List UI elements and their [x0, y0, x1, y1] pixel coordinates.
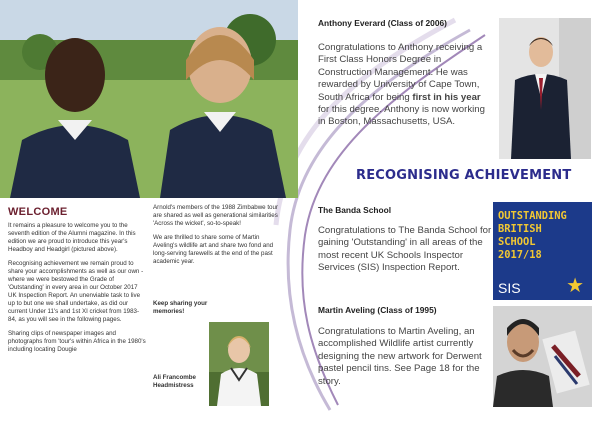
martin-aveling-body: Congratulations to Martin Aveling, an accomplished Wildlife artist currently designing the new artwork for Derwent pastel pencil tins. See Page 18 for the story.	[318, 326, 482, 387]
martin-aveling-heading: Martin Aveling (Class of 1995)	[318, 305, 437, 315]
badge-line-1: OUTSTANDING	[498, 210, 567, 222]
headmistress-name: Ali Francombe	[153, 374, 196, 381]
middle-paragraph-2: We are thrilled to share some of Martin Aveling's wildlife art and share two fond and long-serving farewells at the end of the past academic year.	[153, 234, 274, 265]
anthony-body-start: Congratulations to Anthony receiving a First Class Honors Degree in Construction Management. He was rewarded by University of Cape Town, South Africa for being	[318, 42, 483, 103]
anthony-body-end: for this degree. Anthony is now working in Boston, Massachusetts, USA.	[318, 104, 485, 128]
badge-line-2: BRITISH	[498, 223, 542, 235]
welcome-body	[8, 222, 146, 360]
middle-column-body	[153, 204, 281, 272]
welcome-paragraph-3: Sharing clips of newspaper images and photographs from 'tour's within Africa in the 1980's including locating Dougie	[8, 330, 146, 353]
badge-text	[498, 210, 567, 262]
anthony-everard-body	[318, 42, 494, 129]
anthony-everard-photo	[499, 18, 591, 159]
badge-sis-label: SIS	[498, 280, 521, 296]
headmistress-caption	[153, 374, 207, 390]
badge-line-4: 2017/18	[498, 249, 542, 261]
headboy-headgirl-photo	[0, 0, 298, 198]
anthony-body-highlight: first in his year	[412, 91, 481, 103]
welcome-paragraph-1: It remains a pleasure to welcome you to the seventh edition of the Alumni magazine. In this edition we are proud to introduce this year's Headboy and Headgirl (pictured above).	[8, 222, 136, 253]
badge-line-3: SCHOOL	[498, 236, 536, 248]
recognising-achievement-heading: RECOGNISING ACHIEVEMENT	[356, 168, 572, 183]
keep-sharing-note: Keep sharing your memories!	[153, 300, 208, 315]
banda-school-heading: The Banda School	[318, 205, 392, 215]
star-icon: ★	[566, 275, 584, 297]
middle-paragraph-1: Arnold's members of the 1988 Zimbabwe tour are shared as well as generational similarities 'Across the wicket', so-to-speak!	[153, 204, 278, 227]
headmistress-photo	[209, 322, 269, 406]
welcome-paragraph-2: Recognising achievement we remain proud to share your accomplishments as well as our own - where we were bestowed the Grade of 'Outstanding' in every area in our October 2017 UK Inspection Report. An unenviable task to live up to but one we shall undertake, as did our current Under 11's and 1st XI cricket from 1983-84, as you will see in the following pages.	[8, 260, 144, 323]
headmistress-title: Headmistress	[153, 382, 194, 389]
banda-school-body: Congratulations to The Banda School for gaining 'Outstanding' in all areas of the most recent UK Schools Inspector Services (SIS) Inspection Report.	[318, 225, 492, 274]
outstanding-school-badge	[493, 202, 592, 300]
welcome-heading: WELCOME	[8, 206, 68, 218]
anthony-everard-heading: Anthony Everard (Class of 2006)	[318, 18, 447, 28]
martin-aveling-photo	[493, 306, 592, 407]
